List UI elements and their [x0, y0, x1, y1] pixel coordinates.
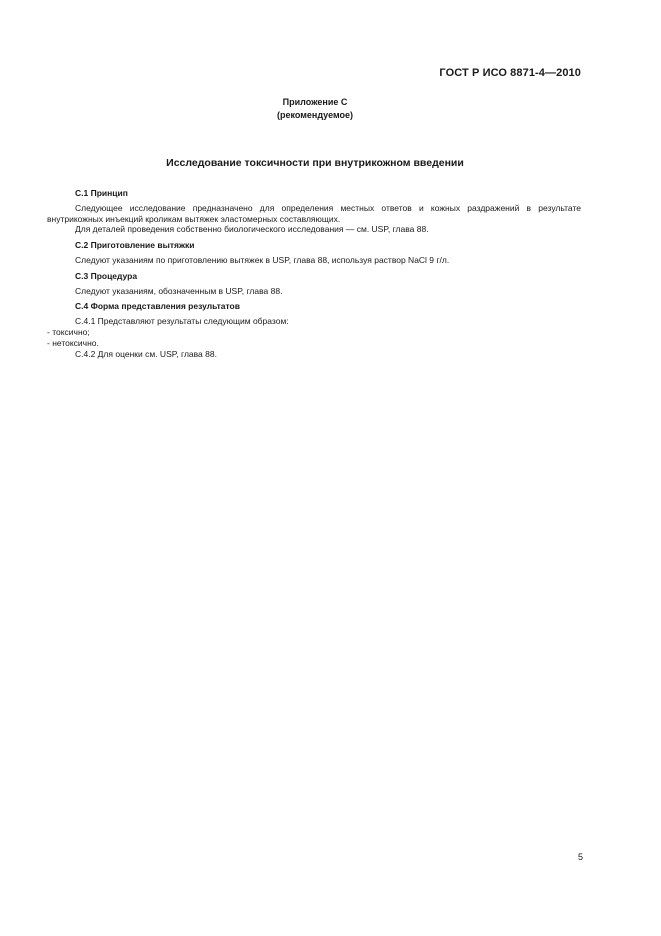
section-c4-dash-2: - нетоксично. [47, 337, 99, 348]
section-c1-paragraph-2: Для деталей проведения собственно биологического исследования — см. USP, глава 88. [75, 224, 429, 235]
page-number: 5 [577, 852, 583, 862]
section-c1-heading: С.1 Принцип [75, 188, 128, 198]
document-body [47, 188, 581, 359]
section-c4-heading: С.4 Форма представления результатов [75, 301, 240, 312]
section-c4-dash-1: - токсично; [47, 326, 90, 337]
appendix-label: Приложение С [282, 97, 348, 107]
document-code: ГОСТ Р ИСО 8871-4—2010 [439, 67, 581, 79]
section-c4-item-1: С.4.1 Представляют результаты следующим образом: [75, 316, 289, 327]
section-c3-heading: С.3 Процедура [75, 270, 138, 281]
section-c3-paragraph-1: Следуют указаниям, обозначенным в USP, глава 88. [75, 285, 283, 296]
section-c2-heading: С.2 Приготовление вытяжки [75, 240, 195, 251]
appendix-block [0, 96, 630, 122]
section-c2-paragraph-1: Следуют указаниям по приготовлению вытяжек в USP, глава 88, используя раствор NaCl 9 г/л. [75, 254, 450, 265]
page-title: Исследование токсичности при внутрикожном введении [166, 157, 464, 169]
section-c1-paragraph-1: Следующее исследование предназначено для определения местных ответов и кожных раздражений в результате внутрикожных инъекций кроликам вытяжек эластомерных составляющих. [47, 202, 581, 224]
appendix-status: (рекомендуемое) [277, 110, 353, 120]
section-c4-item-2: С.4.2 Для оценки см. USP, глава 88. [75, 348, 217, 359]
